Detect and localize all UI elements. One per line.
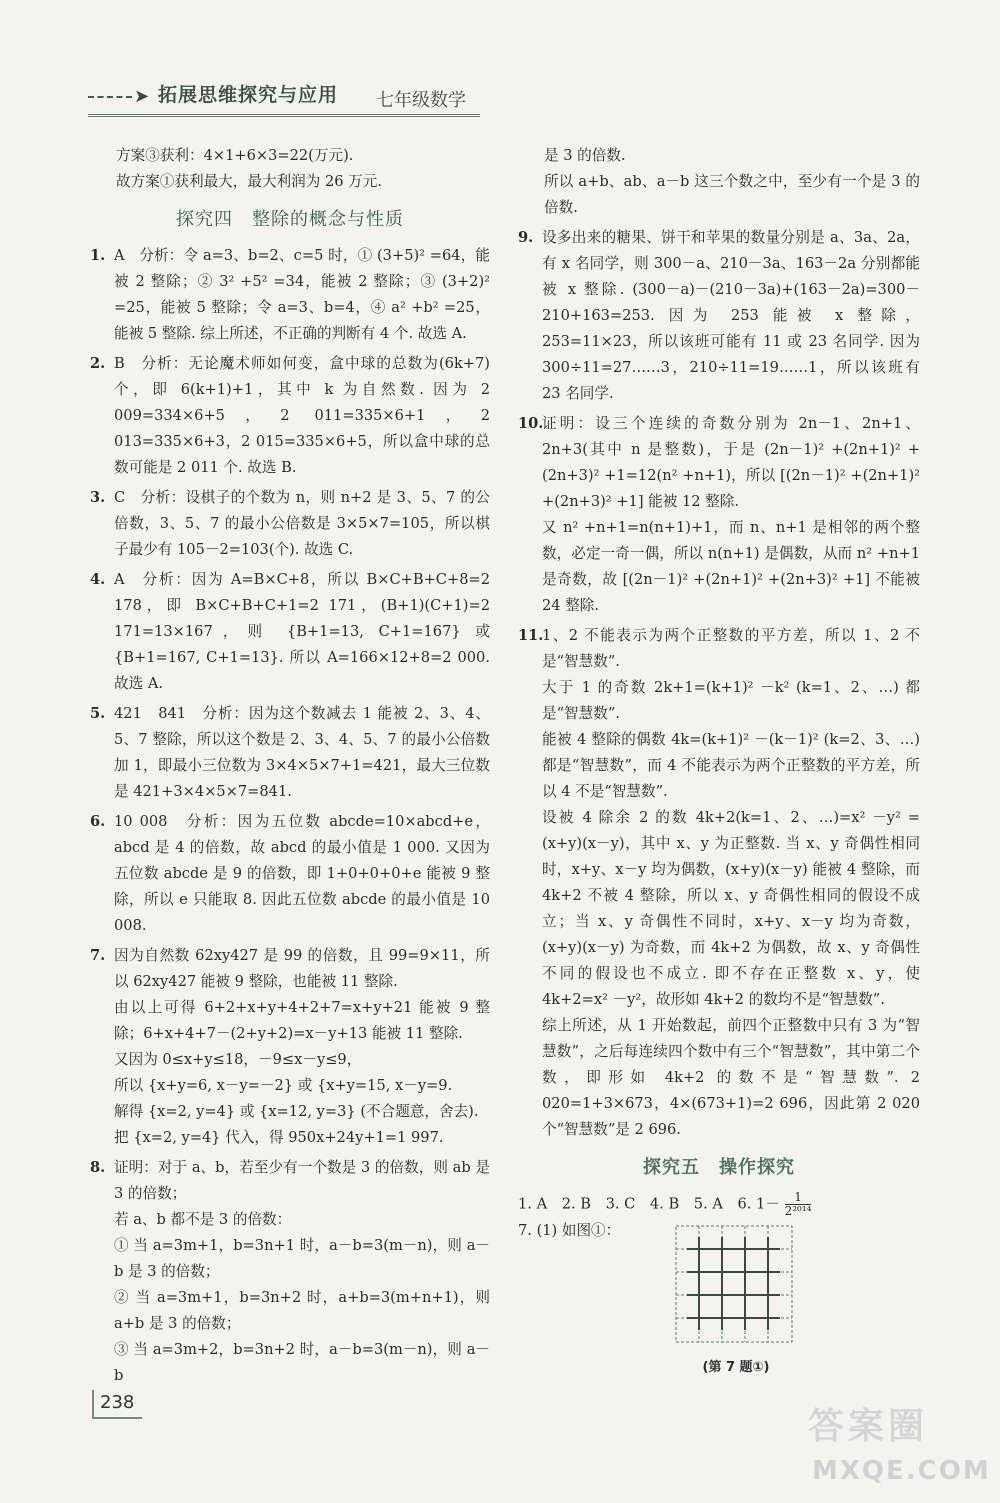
item-number: 6. [90, 813, 106, 830]
answer-item [90, 351, 490, 481]
answer-item [90, 809, 490, 939]
item-text: 证明：对于 a、b，若至少有一个数是 3 的倍数，则 ab 是 3 的倍数； [114, 1159, 490, 1202]
answer-item [90, 701, 490, 805]
item-text: 解得 {x=2, y=4} 或 {x=12, y=3} (不合题意，舍去). [114, 1103, 479, 1120]
item-number: 8. [90, 1159, 106, 1176]
watermark-url: MXQE.COM [812, 1456, 991, 1486]
answer-item [90, 567, 490, 697]
section-5-title: 探究五 操作探究 [643, 1157, 795, 1178]
item-text: 若 a、b 都不是 3 的倍数： [114, 1211, 292, 1228]
header-arrow-icon: ➤ [134, 86, 150, 107]
answer-item [518, 225, 920, 407]
item-text: 1、2 不能表示为两个正整数的平方差，所以 1、2 不是“智慧数”. [542, 627, 920, 670]
item-number: 11. [518, 627, 544, 644]
page-number: 238 [92, 1390, 142, 1419]
continued-text: 所以 a+b、ab、a－b 这三个数之中，至少有一个是 3 的倍数. [544, 173, 920, 216]
answer-item [518, 623, 920, 1143]
answer-item [90, 243, 490, 347]
intro-line: 故方案①获利最大，最大利润为 26 万元. [116, 173, 382, 190]
watermark-logo [808, 1398, 991, 1494]
item-text: A 分析：令 a=3、b=2、c=5 时，① (3+5)² =64，能被 2 整除；② 3² +5² =34，能被 2 整除；③ (3+2)² =25，能被 5 整除；令 a=3、b=4，④ a² +b² =25，能被 5 整除. 综上所述，不正确的判断有 4 个. 故选 A. [114, 247, 490, 342]
watermark-top: 答案圈 [808, 1406, 929, 1447]
item-text: 因为自然数 62xy427 是 99 的倍数，且 99=9×11，所以 62xy427 能被 9 整除，也能被 11 整除. [114, 947, 490, 990]
item-text: B 分析：无论魔术师如何变，盒中球的总数为(6k+7)个，即 6(k+1)+1，其中 k 为自然数. 因为 2 009=334×6+5，2 011=335×6+1，2 013=335×6+3，2 015=335×6+5，所以盒中球的总数可能是 2 011 个. 故选 B. [114, 355, 490, 476]
item-text: ① 当 a=3m+1，b=3n+1 时，a－b=3(m－n)，则 a－b 是 3 的倍数； [114, 1237, 490, 1280]
answers-line [518, 1191, 920, 1218]
item-text: 又因为 0≤x+y≤18，－9≤x－y≤9， [114, 1051, 362, 1068]
item-text: 设被 4 除余 2 的数 4k+2(k=1、2、…)=x² －y² =(x+y)(x－y)，其中 x、y 为正整数. 当 x、y 奇偶性相同时，x+y、x－y 均为偶数，(x+y)(x－y) 能被 4 整除，而 4k+2 不被 4 整除，所以 x、y 奇偶性相同的假设不成立；当 x、y 奇偶性不同时，x+y、x－y 均为奇数，(x+y)(x－y) 为奇数，而 4k+2 为偶数，故 x、y 奇偶性不同的假设也不成立. 即不存在正整数 x、y，使 4k+2=x² －y²，故形如 4k+2 的数均不是“智慧数”. [542, 809, 920, 1008]
fraction-denominator: 2²⁰¹⁴ [784, 1204, 812, 1218]
fraction-numerator: 1 [794, 1190, 802, 1204]
header-rule [88, 114, 480, 117]
item-text: A 分析：因为 A=B×C+8，所以 B×C+B+C+8=2 178，即 B×C+B+C+1=2 171，(B+1)(C+1)=2 171=13×167，则 {B+1=13, C+1=167} 或 {B+1=167, C+1=13}. 所以 A=166×12+8=2 000. 故选 A. [114, 571, 490, 692]
item-text: C 分析：设棋子的个数为 n，则 n+2 是 3、5、7 的公倍数，3、5、7 的最小公倍数是 3×5×7=105，所以棋子最少有 105－2=103(个). 故选 C. [114, 489, 490, 558]
right-column [518, 143, 920, 1244]
figure-caption: (第 7 题①) [702, 1360, 770, 1375]
item-number: 1. [90, 247, 106, 264]
answer-item [90, 485, 490, 563]
item-text: ③ 当 a=3m+2，b=3n+2 时，a－b=3(m－n)，则 a－b [114, 1341, 490, 1384]
item-text: 大于 1 的奇数 2k+1=(k+1)² －k² (k=1、2、…) 都是“智慧数”. [542, 679, 920, 722]
item-text: 10 008 分析：因为五位数 abcde=10×abcd+e，abcd 是 4 的倍数，故 abcd 的最小值是 1 000. 又因为五位数 abcde 是 9 的倍数，即 1+0+0+0+e 能被 9 整除，所以 e 只能取 8. 因此五位数 abcde 的最小值是 10 008. [114, 813, 490, 934]
answer-item [518, 411, 920, 619]
item-text: 能被 4 整除的偶数 4k=(k+1)² －(k－1)² (k=2、3、…) 都是“智慧数”，而 4 不能表示为两个正整数的平方差，所以 4 不是“智慧数”. [542, 731, 920, 800]
item-text: 所以 {x+y=6, x－y=－2} 或 {x+y=15, x－y=9. [114, 1077, 453, 1094]
series-title: 拓展思维探究与应用 [158, 84, 339, 106]
item-text: 由以上可得 6+2+x+y+4+2+7=x+y+21 能被 9 整除；6+x+4+7－(2+y+2)=x－y+13 能被 11 整除. [114, 999, 490, 1042]
answer-item [90, 943, 490, 1151]
continued-text: 是 3 的倍数. [544, 147, 626, 164]
item-text: 设多出来的糖果、饼干和苹果的数量分别是 a、3a、2a，有 x 名同学，则 300－a、210－3a、163－2a 分别都能被 x 整除. (300－a)－(210－3a)+(163－2a)=300－210+163=253. 因为 253 能被 x 整除，253=11×23，所以该班可能有 11 或 23 名同学. 因为 300÷11=27……3，210÷11=19……1，所以该班有 23 名同学. [542, 229, 920, 402]
header-dash-line [88, 96, 132, 98]
left-column [90, 143, 490, 1389]
item-number: 4. [90, 571, 106, 588]
page-header [88, 76, 480, 120]
item7-label: 7. (1) 如图①： [518, 1222, 621, 1239]
item-text: 421 841 分析：因为这个数减去 1 能被 2、3、4、5、7 整除，所以这个数是 2、3、4、5、7 的最小公倍数加 1，即最小三位数为 3×4×5×7+1=421，最大三位数是 421+3×4×5×7=841. [114, 705, 490, 800]
item-number: 10. [518, 415, 544, 432]
fraction [785, 1191, 812, 1218]
intro-line: 方案③获利：4×1+6×3=22(万元). [116, 147, 354, 164]
item-number: 7. [90, 947, 106, 964]
item-number: 3. [90, 489, 106, 506]
item-number: 9. [518, 229, 534, 246]
item-text: 综上所述，从 1 开始数起，前四个正整数中只有 3 为“智慧数”，之后每连续四个数中有三个“智慧数”，其中第二个数，即形如 4k+2 的数不是“智慧数”. 2 020=1+3×673，4×(673+1)=2 696，因此第 2 020 个“智慧数”是 2 696. [542, 1017, 920, 1138]
item-number: 5. [90, 705, 106, 722]
grade-label: 七年级数学 [376, 90, 466, 111]
section-4-title: 探究四 整除的概念与性质 [176, 209, 404, 230]
answers-text: 1. A 2. B 3. C 4. B 5. A 6. 1－ [518, 1195, 780, 1213]
item-number: 2. [90, 355, 106, 372]
item-text: 又 n² +n+1=n(n+1)+1，而 n、n+1 是相邻的两个整数，必定一奇一偶，所以 n(n+1) 是偶数，从而 n² +n+1 是奇数，故 [(2n－1)² +(2n+1)² +(2n+3)² +1] 不能被 24 整除. [542, 519, 920, 614]
item-text: 证明：设三个连续的奇数分别为 2n－1、2n+1、2n+3(其中 n 是整数)，于是 (2n－1)² +(2n+1)² +(2n+3)² +1=12(n² +n+1)，所以 [(2n－1)² +(2n+1)² +(2n+3)² +1] 能被 12 整除. [542, 415, 920, 510]
answer-item [90, 1155, 490, 1389]
grid-figure [672, 1222, 796, 1346]
item-text: ② 当 a=3m+1，b=3n+2 时，a+b=3(m+n+1)，则 a+b 是 3 的倍数； [114, 1289, 490, 1332]
item-text: 把 {x=2, y=4} 代入，得 950x+24y+1=1 997. [114, 1129, 444, 1146]
